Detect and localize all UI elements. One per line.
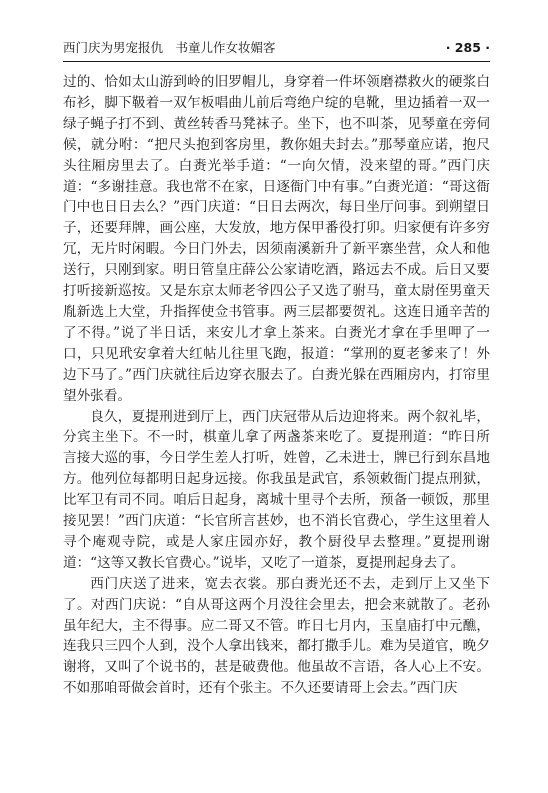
paragraph: 良久，夏提刑进到厅上，西门庆冠带从后边迎将来。两个叙礼毕，分宾主坐下。不一时，棋童儿拿了两盏茶来吃了。夏提刑道：“昨日所言接大巡的事，今日学生差人打听，姓曾，乙未进士，牌已行到东昌地方。他列位每都明日起身远接。你我虽是武官，系领敕衙门提点刑狱，比军卫有司不同。咱后日起身，离城十里寻个去所，预备一顿饭，那里接见罢！”西门庆道：“长官所言甚妙，也不消长官费心，学生这里着人寻个庵观寺院，或是人家庄园亦好，教个厨役早去整理。”夏提刑谢道：“这等又教长官费心。”说毕，又吃了一道茶，夏提刑起身去了。 — [63, 408, 490, 571]
body-text — [63, 72, 490, 699]
paragraph: 西门庆送了进来，宽去衣裳。那白赉光还不去，走到厅上又坐下了。对西门庆说：“自从哥这两个月没往会里去，把会来就散了。老孙虽年纪大，主不得事。应二哥又不管。昨日七月内，玉皇庙打中元醮，连我只三四个人到，没个人拿出钱来，都打撒手儿。难为吴道官，晚夕谢将，又叫了个说书的，甚是破费他。他虽故不言语，各人心上不安。不如那咱哥做会首时，还有个张主。不久还要请哥上会去。”西门庆 — [63, 575, 490, 697]
paragraph: 过的、恰如太山游到岭的旧罗帽儿，身穿着一件坏领磨襟救火的硬浆白布衫，脚下靸着一双乍板唱曲儿前后弯绝户绽的皂靴，里边插着一双一绿子蝇子打不到、黄丝转香马凳袜子。坐下，也不叫茶，见琴童在旁伺候，就分咐：“把尺头抱到客房里，教你姐夫封去。”那琴童应诺，抱尺头往厢房里去了。白赉光举手道：“一向欠情，没来望的哥。”西门庆道：“多谢挂意。我也常不在家，日逐衙门中有事。”白赉光道：“哥这衙门中也日日去么？”西门庆道：“日日去两次，每日坐厅问事。到朔望日子，还要拜牌，画公座，大发放，地方保甲番役打卯。归家便有许多穷冗，无片时闲暇。今日门外去，因须南溪新升了新平寨坐营，众人和他送行，只刚到家。明日管皇庄薛公公家请吃酒，路远去不成。后日又要打听接新巡按。又是东京太师老爷四公子又选了驸马，童太尉侄男童天胤新选上大堂，升指挥使佥书管事。两三层都要贺礼。这连日通辛苦的了不得。”说了半日话，来安儿才拿上茶来。白赉光才拿在手里呷了一口，只见玳安拿着大红帖儿往里飞跑，报道：“掌刑的夏老爹来了！外边下马了。”西门庆就往后边穿衣服去了。白赉光躲在西厢房内，打帘里望外张看。 — [63, 74, 490, 404]
page-header — [63, 38, 490, 58]
header-divider — [63, 61, 490, 62]
running-title: 西门庆为男宠报仇 书童儿作女妆媚客 — [63, 40, 276, 55]
page-number: · 285 · — [445, 40, 490, 55]
